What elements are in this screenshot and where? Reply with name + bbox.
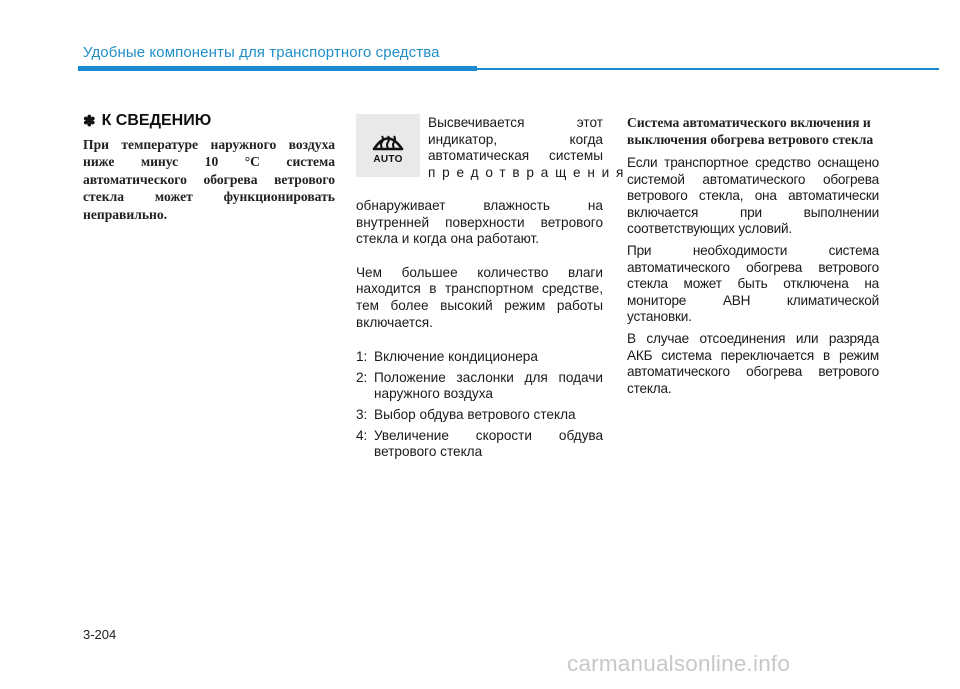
mode-list	[356, 349, 603, 461]
auto-defog-system-section	[627, 114, 879, 402]
list-item: 2: Положение заслонки для подачи наружного воздуха	[356, 369, 603, 402]
note-title: К СВЕДЕНИЮ	[101, 112, 212, 129]
header-rule-thin	[477, 68, 939, 70]
auto-label: AUTO	[373, 153, 403, 165]
indicator-description-top	[428, 115, 631, 181]
note-body: При температуре наружного воздуха ниже минус 10 °С система автоматического обогрева ветрового стекла может функционировать неправильно.	[83, 137, 335, 222]
paragraph-battery: В случае отсоединения или разряда АКБ система переключается в режим автоматического обогрева ветрового стекла.	[627, 330, 879, 396]
intro-spaced-word: предотвращения	[428, 164, 631, 180]
note-heading	[83, 112, 335, 130]
list-item: 3: Выбор обдува ветрового стекла	[356, 406, 576, 422]
list-item: 4: Увеличение скорости обдува ветрового стекла	[356, 427, 603, 460]
list-item: 1: Включение кондиционера	[356, 349, 538, 365]
section-title: Удобные компоненты для транспортного средства	[83, 44, 440, 61]
header-rule-thick	[78, 66, 477, 71]
paragraph-disable: При необходимости система автоматического обогрева ветрового стекла может быть отключена на мониторе АВН климатической установки.	[627, 242, 879, 325]
intro-rest: обнаруживает влажность на внутренней поверхности ветрового стекла и когда она работают.	[356, 198, 603, 247]
asterisk-icon: ✽	[83, 113, 96, 130]
auto-defog-indicator	[356, 114, 420, 177]
section-heading: Система автоматического включения и выключения обогрева ветрового стекла	[627, 115, 874, 147]
watermark: carmanualsonline.info	[567, 651, 791, 676]
auto-defog-icon	[368, 127, 408, 153]
indicator-description	[356, 198, 603, 465]
intro-line: Высвечивается этот индикатор, когда автоматическая системы	[428, 115, 603, 164]
page-number: 3-204	[83, 627, 117, 642]
note-block	[83, 112, 335, 223]
paragraph-equipped: Если транспортное средство оснащено системой автоматического обогрева ветрового стекла, она автоматически включается при выполнении соответствующих условий.	[627, 155, 879, 237]
humidity-paragraph: Чем большее количество влаги находится в транспортном средстве, тем более высокий режим работы включается.	[356, 264, 603, 330]
